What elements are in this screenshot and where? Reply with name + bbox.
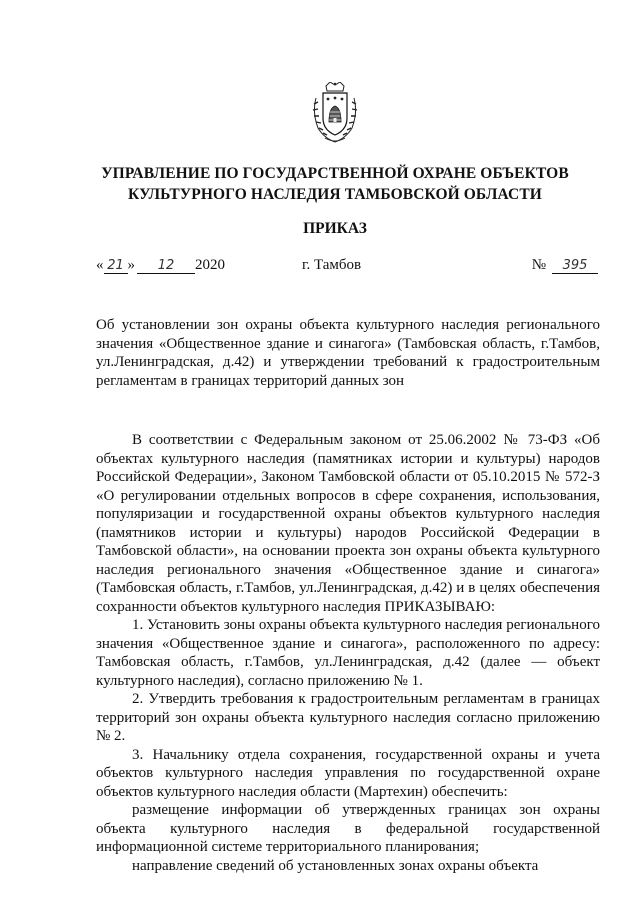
tambov-coat-of-arms-icon (310, 82, 360, 144)
item-3b-paragraph: направление сведений об установленных зонах охраны объекта (132, 857, 539, 874)
date-month-handwritten: 12 (137, 259, 195, 274)
document-type-title: ПРИКАЗ (303, 220, 367, 237)
item-3a-paragraph: размещение информации об утвержденных границах зон охраны объекта культурного наследия в федеральной государственной информационной системе территориального планирования; (96, 802, 600, 855)
agency-name-line1: УПРАВЛЕНИЕ ПО ГОСУДАРСТВЕННОЙ ОХРАНЕ ОБЪЕКТОВ (101, 165, 569, 182)
agency-name-line2: КУЛЬТУРНОГО НАСЛЕДИЯ ТАМБОВСКОЙ ОБЛАСТИ (128, 186, 542, 203)
order-number (532, 257, 598, 274)
order-date (96, 257, 225, 274)
item-1-paragraph: 1. Установить зоны охраны объекта культурного наследия регионального значения «Общественное здание и синагога», расположенного по адресу: Тамбовская область, г.Тамбов, ул.Ленинградская, д.42 (далее — объект культурного наследия), согласно приложению № 1. (96, 617, 600, 689)
item-3-paragraph: 3. Начальнику отдела сохранения, государственной охраны и учета объектов культурного наследия управления по государственной охране объектов культурного наследия области (Мартехин) обеспечить: (96, 746, 600, 800)
number-sign: № (531, 257, 546, 273)
coat-of-arms-graphic (310, 82, 360, 144)
order-body (96, 431, 600, 875)
preamble-paragraph: В соответствии с Федеральным законом от 25.06.2002 № 73-ФЗ «Об объектах культурного наследия (памятниках истории и культуры) народов Российской Федерации», Законом Тамбовской области от 05.10.2015 № 572-З «О регулировании отдельных вопросов в сфере сохранения, использования, популяризации и государственной охраны объектов культурного наследия (памятников истории и культуры) народов Российской Федерации в Тамбовской области», на основании проекта зон охраны объекта культурного наследия регионального значения «Общественное здание и синагога» (Тамбовская область, г.Тамбов, ул.Ленинградская, д.42) и в целях обеспечения сохранности объектов культурного наследия ПРИКАЗЫВАЮ: (96, 432, 600, 615)
date-quote-close: » (127, 257, 135, 273)
date-day-handwritten: 21 (104, 259, 128, 274)
order-number-handwritten: 395 (552, 259, 598, 274)
item-2-paragraph: 2. Утвердить требования к градостроительным регламентам в границах территорий зон охраны объекта культурного наследия согласно приложению № 2. (96, 691, 600, 744)
date-quote-open: « (96, 257, 104, 273)
date-year: 2020 (195, 257, 225, 273)
dateline (96, 257, 598, 277)
issue-city: г. Тамбов (302, 257, 362, 273)
order-subject: Об установлении зон охраны объекта культурного наследия регионального значения «Общественное здание и синагога» (Тамбовская область, г.Тамбов, ул.Ленинградская, д.42) и утверждении требований к градостроительным регламентам в границах территорий данных зон (96, 317, 600, 389)
